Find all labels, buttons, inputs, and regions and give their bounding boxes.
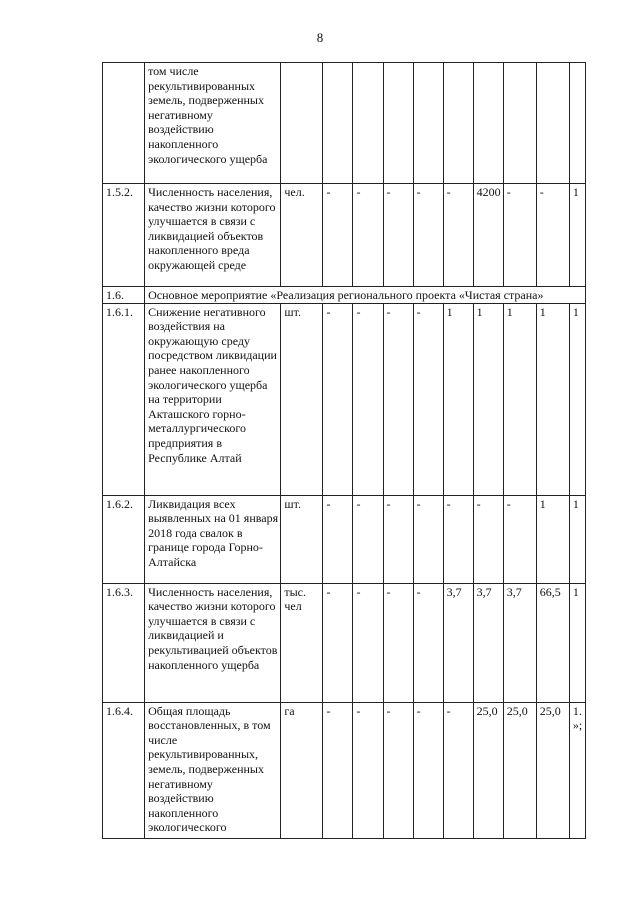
row-value: -	[443, 495, 473, 583]
row-value: -	[383, 184, 413, 287]
row-value: 1	[569, 303, 585, 495]
row-value: 1.»;	[569, 702, 585, 838]
row-indicator: Ликвидация всех выявленных на 01 января 2018 года свалок в границе города Горно-Алтайска	[145, 495, 281, 583]
row-value: -	[503, 495, 536, 583]
row-value: 1	[536, 303, 569, 495]
row-indicator: Снижение негативного воздействия на окружающую среду посредством ликвидации ранее накопленного экологического ущерба на территории Акташского горно-металлургического предприятия в Республике Алтай	[145, 303, 281, 495]
row-id: 1.6.4.	[103, 702, 145, 838]
section-heading: Основное мероприятие «Реализация регионального проекта «Чистая страна»	[145, 287, 586, 304]
row-value	[569, 63, 585, 184]
row-value: 4200	[473, 184, 503, 287]
row-value: -	[353, 702, 383, 838]
table-row	[103, 184, 586, 287]
row-unit: тыс. чел	[281, 583, 323, 702]
row-unit: шт.	[281, 495, 323, 583]
row-value: -	[353, 583, 383, 702]
row-value: -	[323, 495, 353, 583]
row-value	[353, 63, 383, 184]
row-value: 3,7	[443, 583, 473, 702]
row-value: -	[383, 583, 413, 702]
row-value: 3,7	[503, 583, 536, 702]
row-id: 1.5.2.	[103, 184, 145, 287]
row-value	[443, 63, 473, 184]
row-value: 66,5	[536, 583, 569, 702]
row-value: 25,0	[503, 702, 536, 838]
row-value: -	[536, 184, 569, 287]
row-value: 25,0	[536, 702, 569, 838]
row-id: 1.6.1.	[103, 303, 145, 495]
row-value: 1	[569, 184, 585, 287]
row-id: 1.6.	[103, 287, 145, 304]
row-value: -	[413, 583, 443, 702]
table-row	[103, 303, 586, 495]
row-indicator: Численность населения, качество жизни которого улучшается в связи с ликвидацией объектов накопленного вреда окружающей среде	[145, 184, 281, 287]
row-value: -	[383, 495, 413, 583]
row-value	[383, 63, 413, 184]
row-value: -	[353, 184, 383, 287]
row-indicator: том числе рекультивированных земель, подверженных негативному воздействию накопленного экологического ущерба	[145, 63, 281, 184]
row-value	[503, 63, 536, 184]
row-unit: га	[281, 702, 323, 838]
row-value: -	[383, 303, 413, 495]
row-value: -	[323, 303, 353, 495]
row-id: 1.6.2.	[103, 495, 145, 583]
row-value: 1	[443, 303, 473, 495]
row-value: -	[473, 495, 503, 583]
row-unit	[281, 63, 323, 184]
row-id: 1.6.3.	[103, 583, 145, 702]
row-value: -	[323, 184, 353, 287]
row-value: -	[323, 583, 353, 702]
row-value	[413, 63, 443, 184]
row-value: -	[323, 702, 353, 838]
row-value: 1	[536, 495, 569, 583]
row-value	[536, 63, 569, 184]
row-value	[323, 63, 353, 184]
row-unit: шт.	[281, 303, 323, 495]
row-value	[473, 63, 503, 184]
row-value: -	[353, 495, 383, 583]
row-value: 1	[569, 583, 585, 702]
table-row	[103, 287, 586, 304]
table-row	[103, 495, 586, 583]
row-indicator: Численность населения, качество жизни которого улучшается в связи с ликвидацией и рекультивацией объектов накопленного ущерба	[145, 583, 281, 702]
row-id	[103, 63, 145, 184]
row-value: 25,0	[473, 702, 503, 838]
row-value: -	[443, 702, 473, 838]
indicators-table	[102, 62, 586, 839]
page-number: 8	[316, 30, 324, 45]
row-value: 1	[569, 495, 585, 583]
row-value: -	[443, 184, 473, 287]
row-value: -	[413, 495, 443, 583]
row-indicator: Общая площадь восстановленных, в том числе рекультивированных, земель, подверженных негативному воздействию накопленного экологического	[145, 702, 281, 838]
table-row	[103, 583, 586, 702]
table-row	[103, 63, 586, 184]
row-value: 3,7	[473, 583, 503, 702]
row-value: -	[383, 702, 413, 838]
row-value: -	[413, 702, 443, 838]
row-value: -	[413, 303, 443, 495]
row-value: -	[413, 184, 443, 287]
row-value: 1	[473, 303, 503, 495]
row-value: -	[503, 184, 536, 287]
row-value: 1	[503, 303, 536, 495]
table-row	[103, 702, 586, 838]
row-unit: чел.	[281, 184, 323, 287]
row-value: -	[353, 303, 383, 495]
